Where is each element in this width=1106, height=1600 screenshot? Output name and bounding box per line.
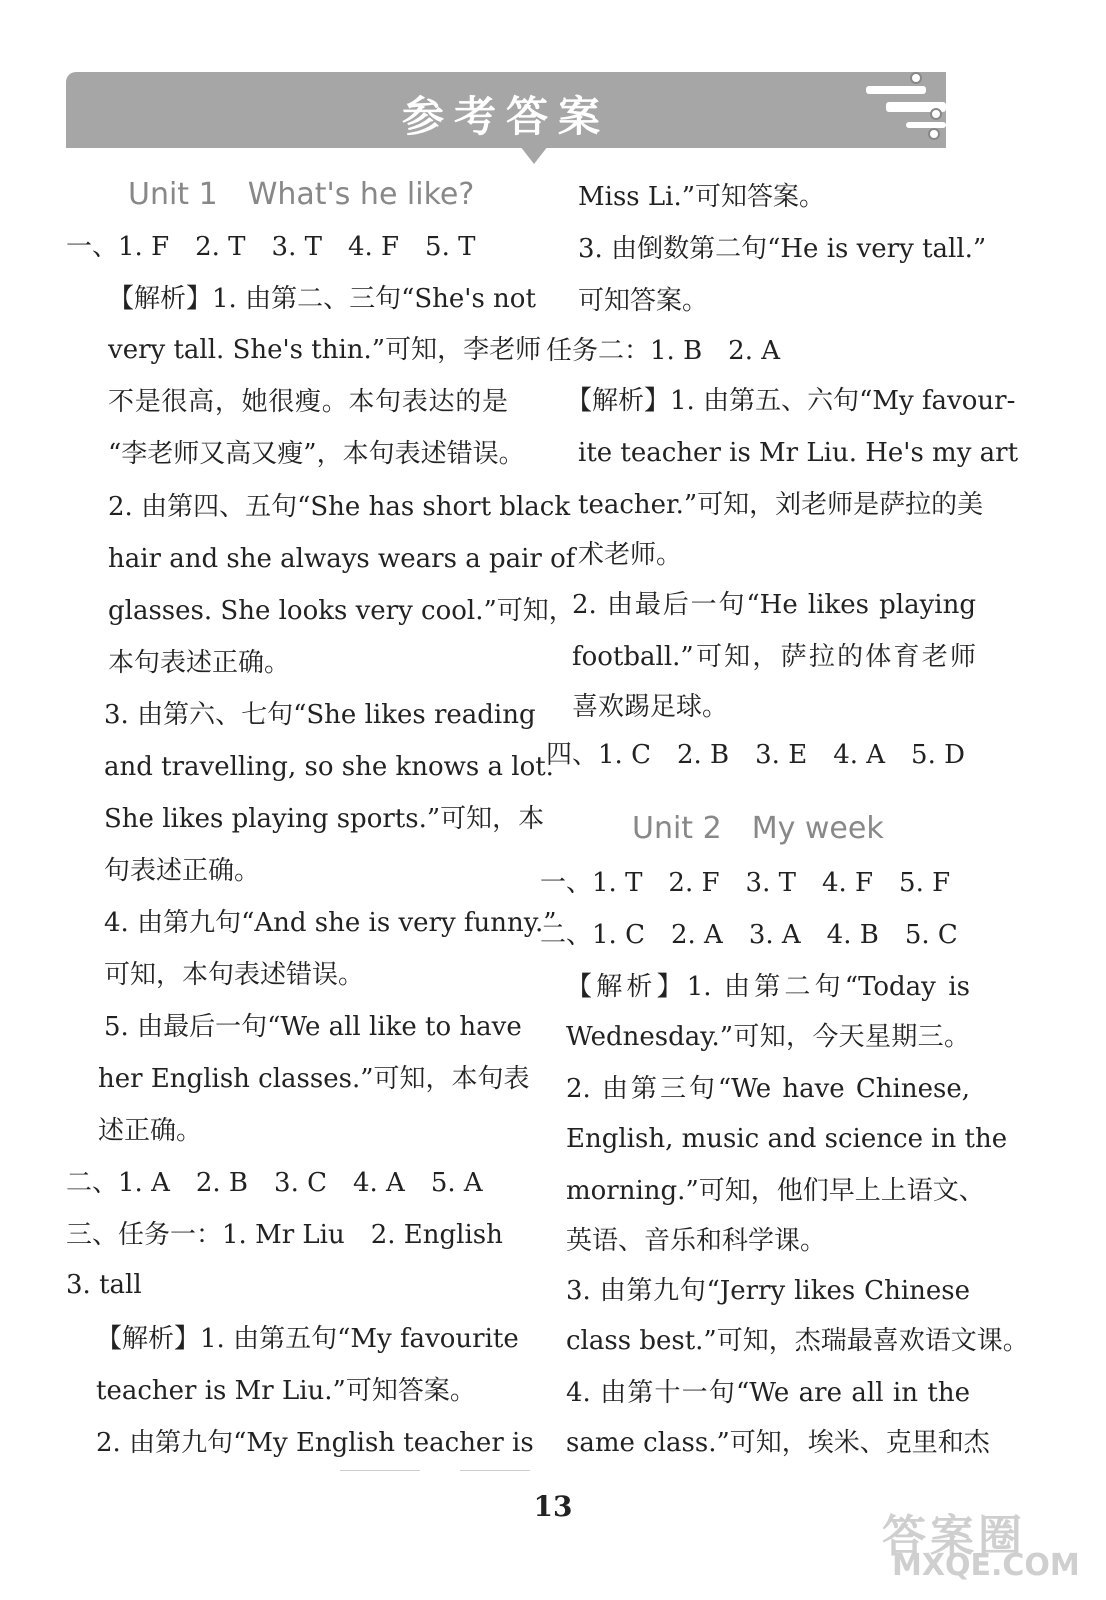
answer-line: Miss Li.”可知答案。 xyxy=(578,182,826,212)
answer-line: Wednesday.”可知，今天星期三。 xyxy=(566,1022,970,1052)
answer-line: 2. 由第三句“We have Chinese, xyxy=(566,1074,970,1104)
answer-line: and travelling, so she knows a lot. xyxy=(104,752,554,782)
answer-line: 四、1. C 2. B 3. E 4. A 5. D xyxy=(546,740,965,770)
unit-heading: Unit 1 What's he like? xyxy=(128,177,475,212)
answer-line: morning.”可知，他们早上上语文、 xyxy=(566,1176,985,1206)
dot-decoration xyxy=(930,108,942,120)
answer-line: 【解析】1. 由第二句“Today is xyxy=(566,972,970,1002)
answer-line: 术老师。 xyxy=(578,540,683,570)
answer-line: football.”可知，萨拉的体育老师 xyxy=(572,642,976,672)
answer-line: 二、1. C 2. A 3. A 4. B 5. C xyxy=(540,920,958,950)
answer-line: 句表述正确。 xyxy=(104,856,261,886)
answer-line: glasses. She looks very cool.”可知， xyxy=(108,596,575,626)
page-number: 13 xyxy=(533,1490,573,1523)
answer-line: 4. 由第九句“And she is very funny.” xyxy=(104,908,557,938)
answer-line: 【解析】1. 由第二、三句“She's not xyxy=(108,284,536,314)
brush-stroke-decoration xyxy=(866,86,926,94)
answer-line: 一、1. T 2. F 3. T 4. F 5. F xyxy=(540,868,951,898)
bottom-rule xyxy=(460,1470,530,1471)
answer-line: 2. 由第九句“My English teacher is xyxy=(96,1428,534,1458)
answer-line: 可知答案。 xyxy=(578,286,709,316)
answer-line: 英语、音乐和科学课。 xyxy=(566,1226,827,1256)
answer-line: 二、1. A 2. B 3. C 4. A 5. A xyxy=(66,1168,483,1198)
answer-line: her English classes.”可知，本句表 xyxy=(98,1064,530,1094)
answer-line: English, music and science in the xyxy=(566,1124,1008,1154)
page-title: 参考答案 xyxy=(401,92,610,141)
answer-line: 喜欢踢足球。 xyxy=(572,692,729,722)
answer-line: 5. 由最后一句“We all like to have xyxy=(104,1012,522,1042)
watermark xyxy=(862,1500,1082,1590)
answer-line: ite teacher is Mr Liu. He's my art xyxy=(578,438,1019,468)
answer-line: 一、1. F 2. T 3. T 4. F 5. T xyxy=(66,232,476,262)
answer-line: same class.”可知，埃米、克里和杰 xyxy=(566,1428,990,1458)
answer-line: 本句表述正确。 xyxy=(108,648,291,678)
dot-decoration xyxy=(910,72,922,84)
dot-decoration xyxy=(928,128,940,140)
answer-line: very tall. She's thin.”可知，李老师 xyxy=(108,335,542,365)
answer-line: 2. 由最后一句“He likes playing xyxy=(572,590,976,620)
answer-line: 三、任务一：1. Mr Liu 2. English xyxy=(66,1220,503,1250)
watermark-bottom: MXQE.COM xyxy=(892,1548,1080,1583)
answer-line: 2. 由第四、五句“She has short black xyxy=(108,492,571,522)
answer-line: teacher is Mr Liu.”可知答案。 xyxy=(96,1376,476,1406)
answer-line: 【解析】1. 由第五、六句“My favour- xyxy=(566,386,1016,416)
brush-stroke-decoration xyxy=(906,122,946,128)
answer-line: 3. 由第九句“Jerry likes Chinese xyxy=(566,1276,970,1306)
banner-notch xyxy=(520,146,548,164)
answer-line: 不是很高，她很瘦。本句表达的是 xyxy=(108,387,508,417)
answer-line: hair and she always wears a pair of xyxy=(108,544,576,574)
answer-line: 可知，本句表述错误。 xyxy=(104,960,365,990)
answer-line: 3. 由第六、七句“She likes reading xyxy=(104,700,536,730)
answer-line: 【解析】1. 由第五句“My favourite xyxy=(96,1324,519,1354)
unit-heading: Unit 2 My week xyxy=(632,811,884,846)
answer-line: class best.”可知，杰瑞最喜欢语文课。 xyxy=(566,1326,1029,1356)
answer-line: “李老师又高又瘦”，本句表述错误。 xyxy=(108,439,525,469)
answer-line: 3. 由倒数第二句“He is very tall.” xyxy=(578,234,987,264)
answer-line: 3. tall xyxy=(66,1270,142,1300)
answer-line: She likes playing sports.”可知，本 xyxy=(104,804,545,834)
watermark-top: 答案圈 xyxy=(882,1511,1026,1562)
answer-line: 述正确。 xyxy=(98,1116,203,1146)
answer-line: 4. 由第十一句“We are all in the xyxy=(566,1378,970,1408)
bottom-rule xyxy=(340,1470,420,1471)
answer-line: teacher.”可知，刘老师是萨拉的美 xyxy=(578,490,984,520)
header-banner xyxy=(66,72,946,148)
answer-line: 任务二：1. B 2. A xyxy=(546,336,781,366)
